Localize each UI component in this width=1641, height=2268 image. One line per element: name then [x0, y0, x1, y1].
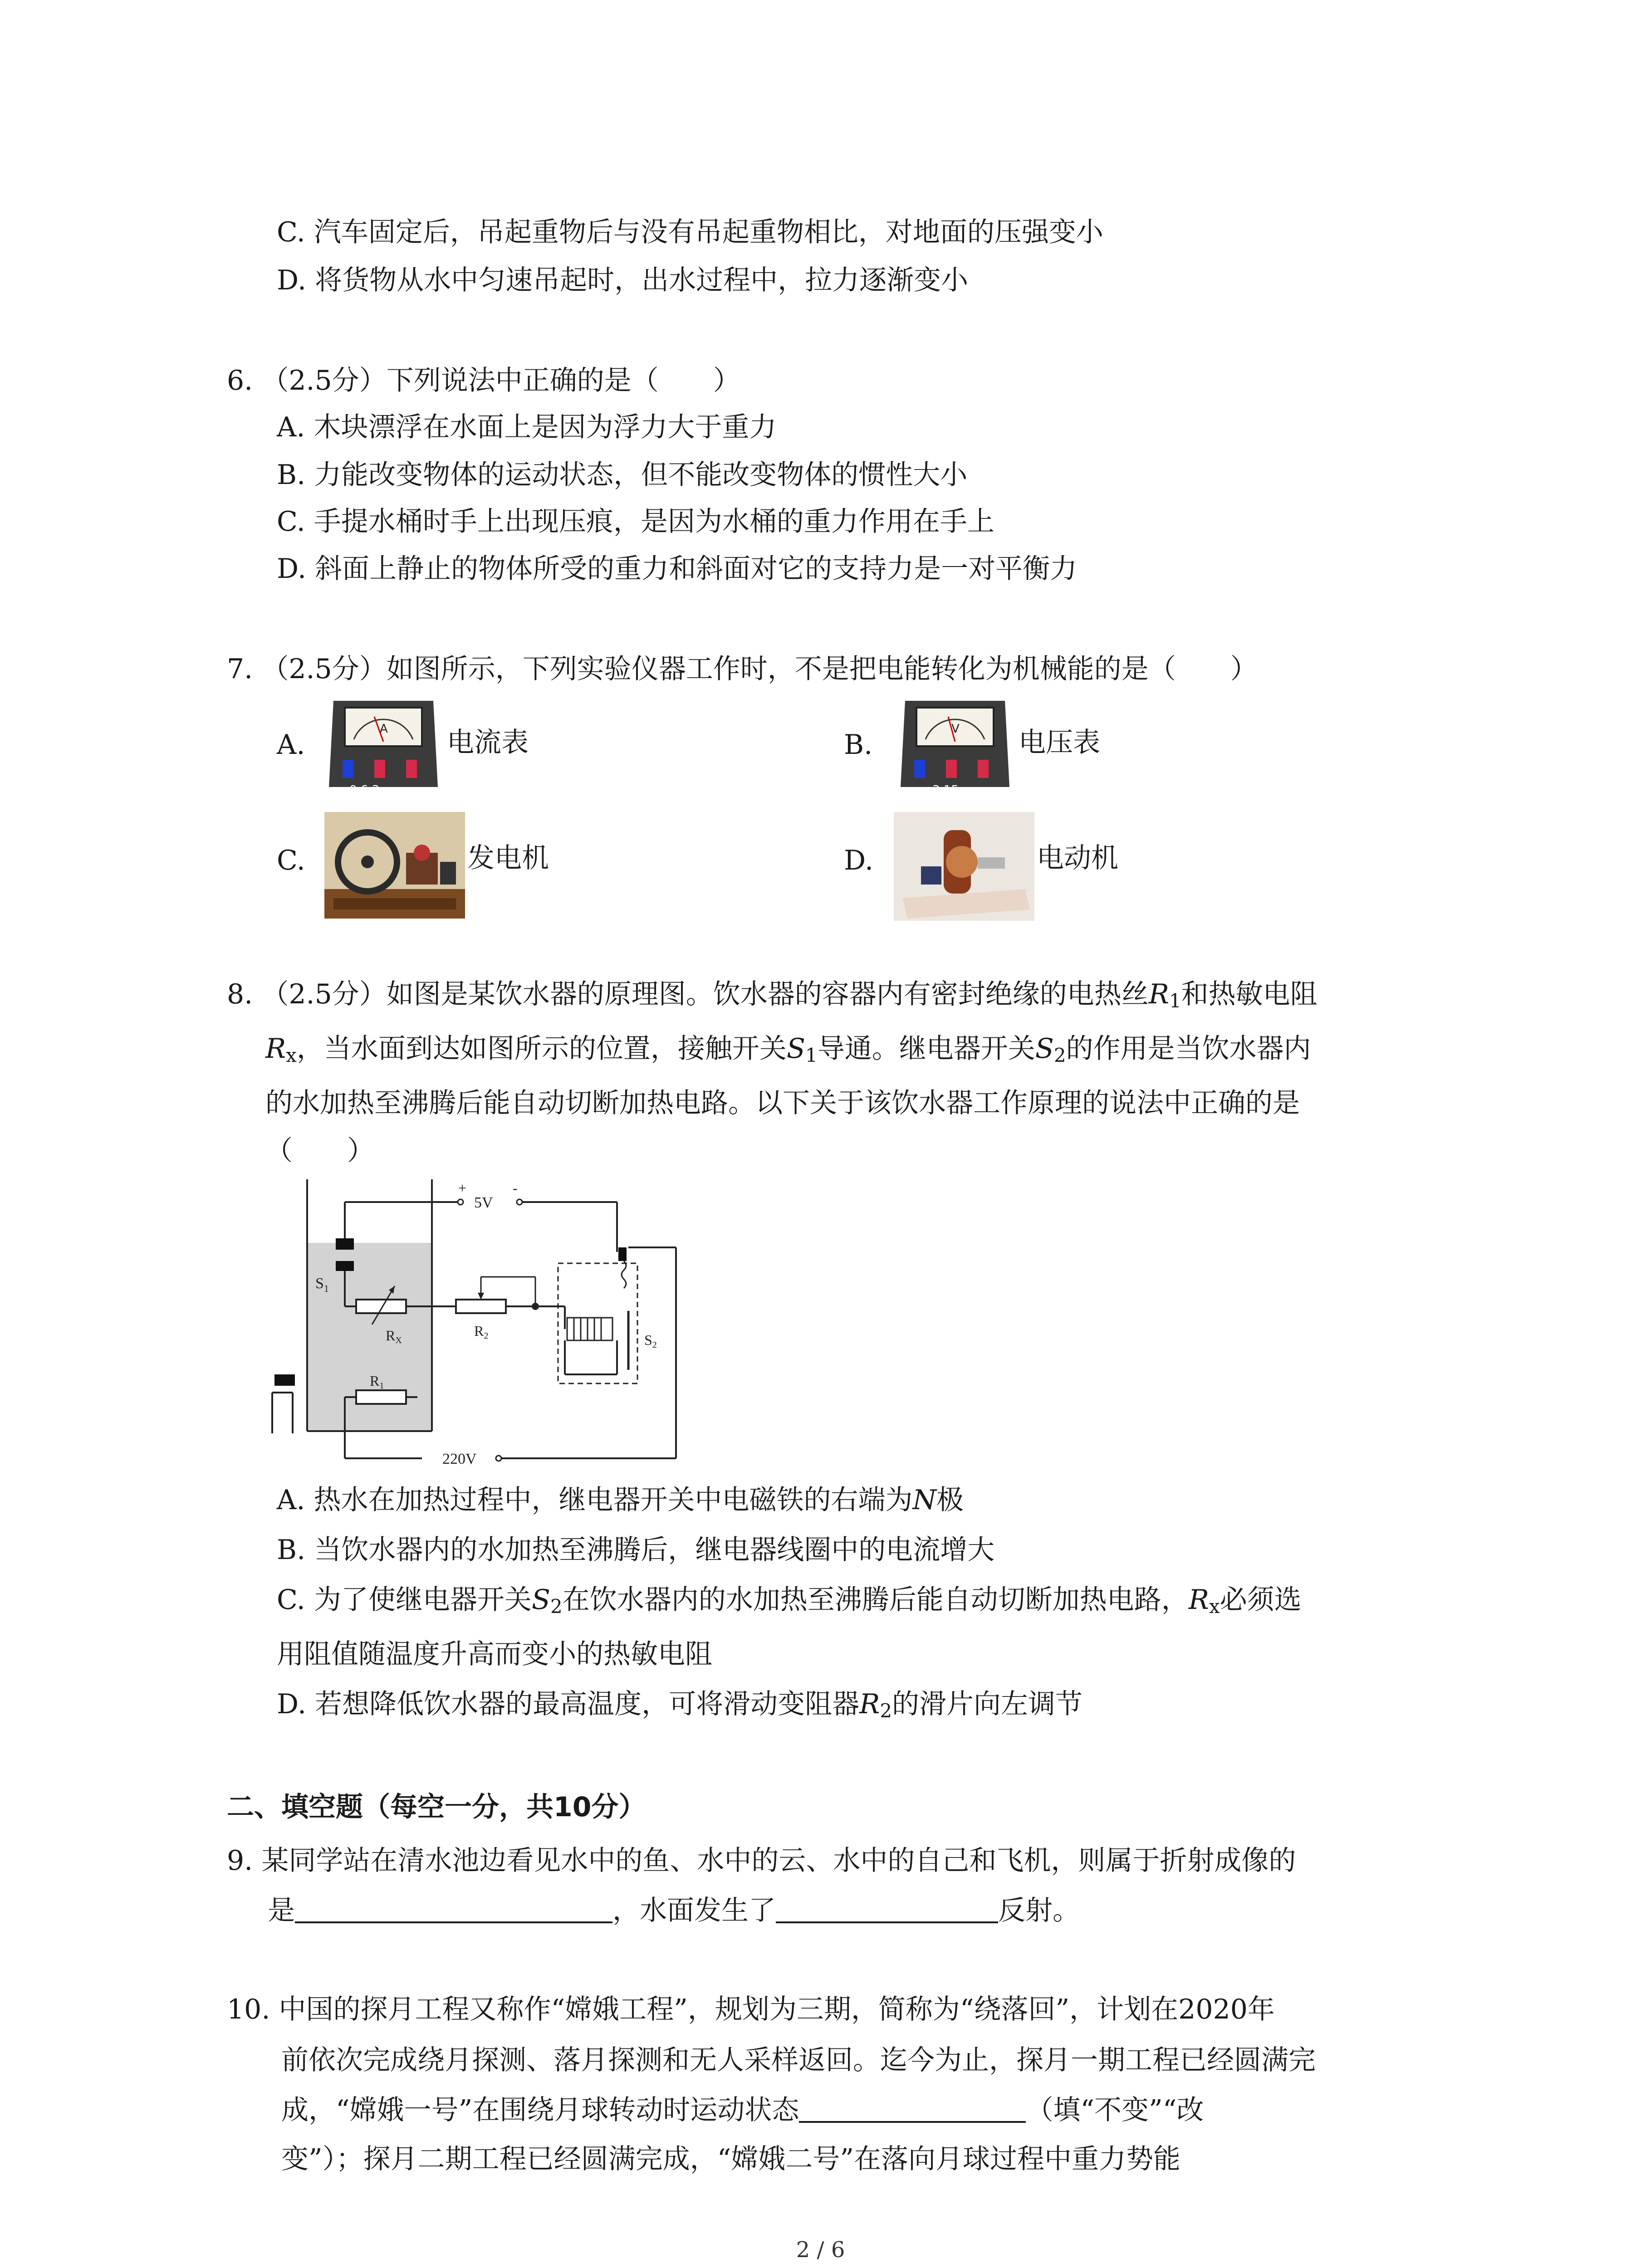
q7-option-a-label: 电流表: [447, 727, 529, 758]
generator-image: [324, 812, 465, 919]
q6-option-a: A. 木块漂浮在水面上是因为浮力大于重力: [277, 411, 777, 443]
q10-line-1: 10. 中国的探月工程又称作“嫦娥工程”，规划为三期，简称为“绕落回”，计划在2020年: [227, 1994, 1275, 2025]
q6-option-d: D. 斜面上静止的物体所受的重力和斜面对它的支持力是一对平衡力: [277, 553, 1078, 585]
svg-text:A: A: [380, 722, 388, 736]
q9-blank-1[interactable]: [295, 1893, 612, 1923]
label-plus: +: [458, 1180, 467, 1196]
q8-stem-line-4: （ ）: [265, 1135, 374, 1167]
q7-stem: 7. （2.5分）如图所示，下列实验仪器工作时，不是把电能转化为机械能的是（ ）: [227, 653, 1258, 685]
q7-option-c-letter: C.: [277, 845, 305, 876]
label-r1: R1: [370, 1373, 384, 1391]
q10-blank-1[interactable]: [799, 2093, 1026, 2123]
q10-line-3: 成，“嫦娥一号”在围绕月球转动时运动状态 （填“不变”“改: [281, 2091, 1204, 2129]
q8-option-c-line-2: 用阻值随温度升高而变小的热敏电阻: [277, 1638, 712, 1670]
q10-line-2: 前依次完成绕月探测、落月探测和无人采样返回。迄今为止，探月一期工程已经圆满完: [281, 2044, 1316, 2076]
label-s2: S2: [644, 1332, 657, 1350]
q7-option-b-letter: B.: [844, 729, 873, 761]
q5-option-c: C. 汽车固定后，吊起重物后与没有吊起重物相比，对地面的压强变小: [277, 216, 1103, 248]
q7-option-d-label: 电动机: [1037, 842, 1118, 874]
voltmeter-scale-label: 3 15: [932, 783, 959, 797]
label-220v: 220V: [442, 1451, 477, 1467]
label-5v: 5V: [474, 1194, 493, 1211]
ammeter-scale-label: 0.6 3: [349, 783, 380, 797]
q8-stem-line-3: 的水加热至沸腾后能自动切断加热电路。以下关于该饮水器工作原理的说法中正确的是: [265, 1087, 1300, 1119]
q8-option-c-line-1: C. 为了使继电器开关$S_2$在饮水器内的水加热至沸腾后能自动切断加热电路，$R_x$必须选: [277, 1584, 1302, 1618]
page-number: 2 / 6: [796, 2237, 845, 2263]
q8-stem-line-2: $R_x$，当水面到达如图所示的位置，接触开关$S_1$导通。继电器开关$S_2$的作用是当饮水器内: [265, 1033, 1311, 1067]
q6-option-b: B. 力能改变物体的运动状态，但不能改变物体的惯性大小: [277, 459, 968, 491]
label-minus: -: [513, 1180, 518, 1196]
ammeter-image: [324, 696, 442, 801]
q8-option-a: A. 热水在加热过程中，继电器开关中电磁铁的右端为N极: [277, 1484, 964, 1516]
q7-option-b-label: 电压表: [1019, 727, 1100, 758]
q6-stem: 6. （2.5分）下列说法中正确的是（ ）: [227, 365, 740, 396]
q7-option-d-letter: D.: [844, 845, 874, 876]
q5-option-d: D. 将货物从水中匀速吊起时，出水过程中，拉力逐渐变小: [277, 264, 969, 296]
voltmeter-image: [896, 696, 1014, 801]
q7-option-a-letter: A.: [277, 729, 305, 761]
q9-blanks-line: 是 ，水面发生了 反射。: [268, 1892, 1080, 1930]
q8-option-d: D. 若想降低饮水器的最高温度，可将滑动变阻器$R_2$的滑片向左调节: [277, 1688, 1083, 1722]
q9-stem: 9. 某同学站在清水池边看见水中的鱼、水中的云、水中的自己和飞机，则属于折射成像的: [227, 1845, 1296, 1877]
label-s1: $S_1$: [315, 1275, 329, 1294]
water-dispenser-circuit-diagram: [265, 1179, 724, 1474]
q10-line-4: 变”）；探月二期工程已经圆满完成，“嫦娥二号”在落向月球过程中重力势能: [281, 2143, 1181, 2175]
label-r2: R2: [474, 1323, 489, 1341]
svg-text:V: V: [951, 722, 960, 736]
q8-option-b: B. 当饮水器内的水加热至沸腾后，继电器线圈中的电流增大: [277, 1534, 995, 1566]
q7-option-c-label: 发电机: [467, 842, 549, 874]
q8-stem-line-1: 8. （2.5分）如图是某饮水器的原理图。饮水器的容器内有密封绝缘的电热丝$R_1$和热敏电阻: [227, 978, 1318, 1012]
section-2-heading: 二、填空题（每空一分，共10分）: [227, 1791, 646, 1823]
q9-blank-2[interactable]: [776, 1893, 998, 1923]
q6-option-c: C. 手提水桶时手上出现压痕，是因为水桶的重力作用在手上: [277, 506, 994, 538]
motor-image: [894, 812, 1034, 921]
label-rx: RX: [386, 1327, 402, 1345]
